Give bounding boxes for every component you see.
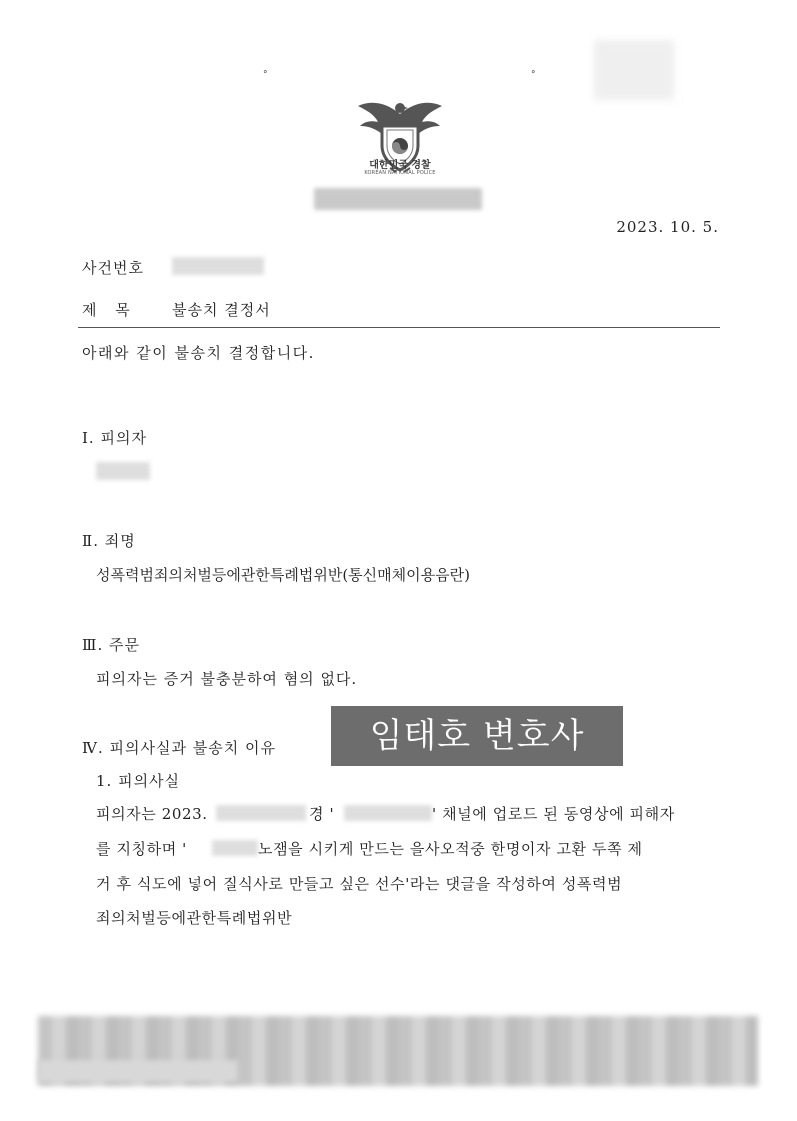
facts-line-3: 거 후 식도에 넣어 질식사로 만들고 싶은 선수'라는 댓글을 작성하여 성폭력범 — [96, 875, 623, 893]
section-order-heading: Ⅲ. 주문 — [82, 636, 140, 654]
emblem-caption-english: KOREAN NATIONAL POLICE — [364, 170, 436, 176]
redacted-channel-name — [344, 805, 432, 821]
subject-label: 제 목 — [82, 301, 131, 319]
subject-value: 불송치 결정서 — [172, 301, 271, 319]
section-charge-heading: Ⅱ. 죄명 — [82, 532, 136, 550]
redacted-footer-line — [38, 1060, 238, 1082]
redacted-case-number — [172, 257, 264, 275]
header-divider — [78, 327, 720, 328]
case-number-label: 사건번호 — [82, 259, 144, 277]
facts-line-1-start: 피의자는 2023. — [96, 805, 208, 823]
intro-text: 아래와 같이 불송치 결정합니다. — [82, 344, 315, 362]
facts-line-2-end: 노잼을 시키게 만드는 을사오적중 한명이자 고환 두쪽 제 — [258, 840, 643, 858]
redacted-victim-name — [212, 840, 258, 856]
section-facts-heading: Ⅳ. 피의사실과 불송치 이유 — [82, 739, 276, 757]
punch-mark-right: ° — [531, 70, 536, 80]
facts-line-1-end: ' 채널에 업로드 된 동영상에 피해자 — [432, 805, 675, 823]
redacted-station-name — [314, 188, 482, 210]
section-charge-body: 성폭력범죄의처벌등에관한특례법위반(통신매체이용음란) — [96, 566, 470, 584]
lawyer-watermark: 임태호 변호사 — [331, 706, 623, 766]
redacted-corner-mark — [594, 40, 674, 100]
section-facts-subheading: 1. 피의사실 — [96, 772, 181, 790]
redacted-date — [216, 805, 306, 821]
punch-mark-left: ° — [263, 70, 268, 80]
emblem-caption-korean: 대한민국 경찰 — [369, 160, 431, 171]
facts-line-1-mid: 경 ' — [309, 805, 335, 823]
redacted-suspect-name — [96, 462, 150, 480]
facts-line-2-start: 를 지칭하며 ' — [96, 840, 187, 858]
section-order-body: 피의자는 증거 불충분하여 혐의 없다. — [96, 670, 358, 688]
facts-line-4: 죄의처벌등에관한특례법위반 — [96, 909, 293, 927]
section-suspect-heading: Ⅰ. 피의자 — [82, 429, 147, 447]
document-date: 2023. 10. 5. — [616, 218, 719, 236]
